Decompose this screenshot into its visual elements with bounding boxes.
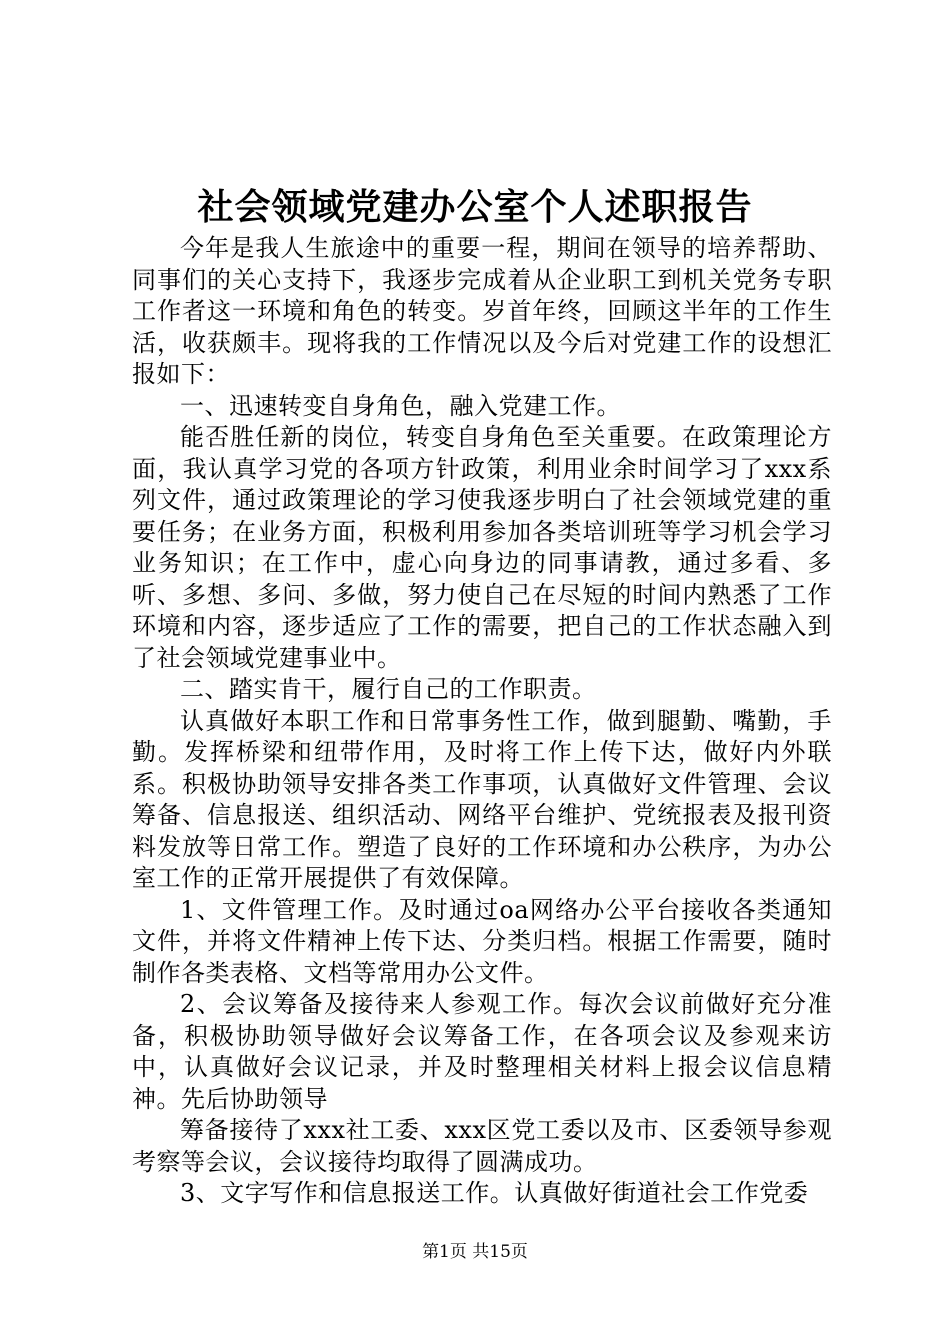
paragraph-file-management: 1、文件管理工作。及时通过oa网络办公平台接收各类通知文件，并将文件精神上传下达、分类归档。根据工作需要，随时制作各类表格、文档等常用办公文件。 xyxy=(132,895,832,987)
section-heading-1: 一、迅速转变自身角色，融入党建工作。 xyxy=(180,391,621,420)
page-footer: 第1页 共15页 xyxy=(422,1242,528,1262)
paragraph-writing: 3、文字写作和信息报送工作。认真做好街道社会工作党委 xyxy=(180,1179,809,1207)
paragraph-intro: 今年是我人生旅途中的重要一程，期间在领导的培养帮助、同事们的关心支持下，我逐步完成着从企业职工到机关党务专职工作者这一环境和角色的转变。岁首年终，回顾这半年的工作生活，收获颇丰。现将我的工作情况以及今后对党建工作的设想汇报如下： xyxy=(132,234,832,388)
document-body xyxy=(132,233,832,1210)
section-heading-2: 二、踏实肯干，履行自己的工作职责。 xyxy=(180,675,597,703)
paragraph-duties: 认真做好本职工作和日常事务性工作，做到腿勤、嘴勤，手勤。发挥桥梁和纽带作用，及时将工作上传下达，做好内外联系。积极协助领导安排各类工作事项，认真做好文件管理、会议筹备、信息报送、组织活动、网络平台维护、党统报表及报刊资料发放等日常工作。塑造了良好的工作环境和办公秩序，为办公室工作的正常开展提供了有效保障。 xyxy=(132,706,832,892)
paragraph-reception: 筹备接待了xxx社工委、xxx区党工委以及市、区委领导参观考察等会议，会议接待均取得了圆满成功。 xyxy=(132,1116,832,1176)
document-title: 社会领域党建办公室个人述职报告 xyxy=(197,186,753,228)
paragraph-meeting-prep: 2、会议筹备及接待来人参观工作。每次会议前做好充分准备，积极协助领导做好会议筹备工作，在各项会议及参观来访中，认真做好会议记录，并及时整理相关材料上报会议信息精神。先后协助领导 xyxy=(132,990,832,1113)
paragraph-role-change: 能否胜任新的岗位，转变自身角色至关重要。在政策理论方面，我认真学习党的各项方针政策，利用业余时间学习了xxx系列文件，通过政策理论的学习使我逐步明白了社会领域党建的重要任务；在业务方面，积极利用参加各类培训班等学习机会学习业务知识；在工作中，虚心向身边的同事请教，通过多看、多听、多想、多问、多做，努力使自己在尽短的时间内熟悉了工作环境和内容，逐步适应了工作的需要，把自己的工作状态融入到了社会领域党建事业中。 xyxy=(132,423,832,672)
